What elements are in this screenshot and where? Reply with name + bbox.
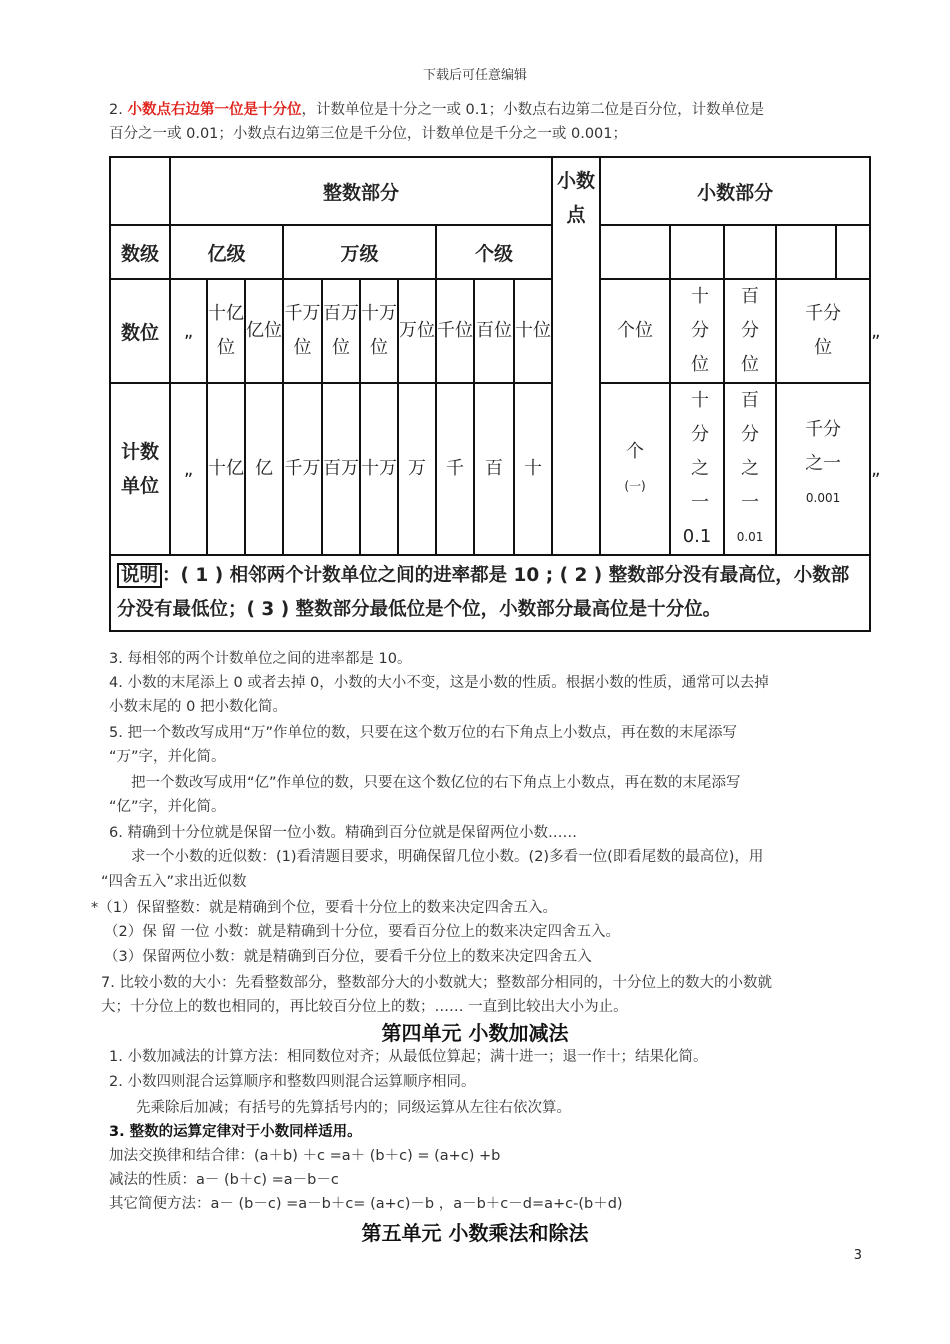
unit-4-line-6: 减法的性质：a－ (b＋c) =a－b－c	[109, 1172, 339, 1188]
table-row: 计数单位 „ 十亿 亿 千万 百万 十万 万 千 百 十 个 (一) 十分之一 0.1 百分之一 0.01 千分之一 0.001 „	[110, 383, 870, 555]
unit-cell: 千	[436, 383, 474, 555]
item-6-rule-2: （2）保 留 一位 小数：就是精确到十分位，要看百分位上的数来决定四舍五入。	[104, 924, 621, 940]
item-7-line-1: 7. 比较小数的大小：先看整数部分，整数部分大的小数就大；整数部分相同的，十分位上的数大的小数就	[101, 975, 772, 991]
digit-cell: 千万位	[283, 279, 322, 383]
integer-part-header: 整数部分	[170, 157, 552, 225]
digit-cell: 万位	[398, 279, 436, 383]
empty-cell	[776, 225, 836, 279]
note-text: ：( 1 ) 相邻两个计数单位之间的进率都是 10 ; ( 2 ) 整数部分没有最高位，小数部分没有最低位；( 3 ) 整数部分最低位是个位，小数部分最高位是十分位。	[117, 565, 850, 620]
note-label: 说明	[117, 563, 162, 588]
item-5-line-1: 5. 把一个数改写成用“万”作单位的数，只要在这个数万位的右下角点上小数点，再在数的末尾添写	[109, 725, 737, 741]
ellipsis-cell: „	[170, 383, 207, 555]
item-7-line-2: 大；十分位上的数也相同的，再比较百分位上的数；…… 一直到比较出大小为止。	[101, 999, 628, 1015]
item-5-line-4: “亿”字，并化简。	[109, 799, 226, 815]
dec-digit-cell: 千分位	[776, 279, 870, 383]
item-2-highlight: 小数点右边第一位是十分位	[127, 102, 302, 118]
unit-cell: 千万	[283, 383, 322, 555]
digit-cell: 百位	[474, 279, 514, 383]
unit-label: 计数单位	[110, 383, 170, 555]
item-6-rule-3: （3）保留两位小数：就是精确到百分位，要看千分位上的数来决定四舍五入	[104, 949, 592, 965]
corner-cell	[110, 157, 170, 225]
unit-cell: 十亿	[207, 383, 245, 555]
digit-cell: 个位	[600, 279, 670, 383]
unit-4-line-5: 加法交换律和结合律：(a＋b) ＋c =a＋ (b＋c) = (a+c) +b	[109, 1148, 501, 1164]
unit-one-cell	[600, 383, 670, 555]
unit-4-line-2: 2. 小数四则混合运算顺序和整数四则混合运算顺序相同。	[109, 1074, 476, 1090]
unit-cell: 十	[514, 383, 552, 555]
dec-unit-text: 百分之一	[741, 390, 760, 513]
page-number: 3	[853, 1248, 862, 1263]
place-value-table	[109, 156, 881, 632]
item-2-line-2: 百分之一或 0.01；小数点右边第三位是千分位，计数单位是千分之一或 0.001；	[109, 126, 628, 142]
unit-4-line-7: 其它简便方法：a－ (b－c) =a－b＋c= (a+c)－b ，a－b＋c－d=a+c-(b＋d)	[109, 1196, 623, 1212]
dec-unit-value: 0.001	[805, 491, 841, 505]
unit-one-note: (一)	[624, 479, 646, 493]
item-2-text: ，计数单位是十分之一或 0.1；小数点右边第二位是百分位，计数单位是	[301, 102, 765, 118]
unit-cell: 百	[474, 383, 514, 555]
dec-unit-cell	[776, 383, 870, 555]
unit-cell: 百万	[322, 383, 360, 555]
item-6-line-1: 6. 精确到十分位就是保留一位小数。精确到百分位就是保留两位小数……	[109, 825, 577, 841]
unit-cell: 亿	[245, 383, 283, 555]
decimal-part-header: 小数部分	[600, 157, 870, 225]
unit-4-line-3: 先乘除后加减；有括号的先算括号内的；同级运算从左往右依次算。	[136, 1100, 571, 1116]
dec-unit-cell	[724, 383, 776, 555]
dec-digit-cell: 十分位	[670, 279, 724, 383]
item-3: 3. 每相邻的两个计数单位之间的进率都是 10。	[109, 651, 412, 667]
item-2-number: 2.	[109, 102, 123, 118]
item-5-line-3: 把一个数改写成用“亿”作单位的数，只要在这个数亿位的右下角点上小数点，再在数的末尾添写	[131, 775, 741, 791]
table-row	[110, 225, 870, 279]
digit-cell: 千位	[436, 279, 474, 383]
item-2-line-1	[109, 100, 764, 121]
table-note	[110, 555, 870, 631]
level-wan: 万级	[283, 225, 436, 279]
item-6-line-2: 求一个小数的近似数：(1)看清题目要求，明确保留几位小数。(2)多看一位(即看尾数的最高位)，用	[131, 849, 764, 865]
dec-unit-value: 0.01	[736, 530, 764, 544]
empty-cell	[600, 225, 670, 279]
unit-5-title: 第五单元 小数乘法和除法	[361, 1221, 589, 1245]
digit-cell: 十位	[514, 279, 552, 383]
level-ge: 个级	[436, 225, 552, 279]
dec-unit-text: 千分之一	[805, 419, 842, 474]
level-label: 数级	[110, 225, 170, 279]
digit-cell: 十万位	[360, 279, 398, 383]
empty-cell	[724, 225, 776, 279]
decimal-point-header: 小数点	[552, 157, 600, 555]
item-6-rule-1: *（1）保留整数：就是精确到个位，要看十分位上的数来决定四舍五入。	[91, 900, 557, 916]
page-header: 下载后可任意编辑	[422, 68, 527, 83]
item-6-line-3: “四舍五入”求出近似数	[101, 874, 247, 890]
ellipsis-cell: „	[170, 279, 207, 383]
unit-4-line-1: 1. 小数加减法的计算方法：相同数位对齐；从最低位算起；满十进一；退一作十；结果化简。	[109, 1049, 708, 1065]
dec-unit-text: 十分之一	[691, 390, 710, 513]
dec-digit-cell: 百分位	[724, 279, 776, 383]
dec-unit-value: 0.1	[682, 526, 712, 547]
unit-4-title: 第四单元 小数加减法	[381, 1021, 569, 1045]
digit-cell: 百万位	[322, 279, 360, 383]
level-yi: 亿级	[170, 225, 283, 279]
empty-cell	[670, 225, 724, 279]
item-5-line-2: “万”字，并化简。	[109, 749, 226, 765]
item-4-line-2: 小数末尾的 0 把小数化简。	[109, 699, 287, 715]
dec-unit-cell	[670, 383, 724, 555]
table-row: 数位 „ 十亿位 亿位 千万位 百万位 十万位 万位 千位 百位 十位 个位 十分位 百分位 千分位 „	[110, 279, 870, 383]
table-row	[110, 555, 870, 631]
table-row	[110, 157, 870, 225]
digit-cell: 十亿位	[207, 279, 245, 383]
unit-cell: 十万	[360, 383, 398, 555]
unit-one-text: 个	[626, 441, 645, 462]
unit-cell: 万	[398, 383, 436, 555]
digit-label: 数位	[110, 279, 170, 383]
empty-cell	[836, 225, 870, 279]
item-4-line-1: 4. 小数的末尾添上 0 或者去掉 0，小数的大小不变，这是小数的性质。根据小数的性质，通常可以去掉	[109, 675, 769, 691]
digit-cell: 亿位	[245, 279, 283, 383]
unit-4-line-4: 3. 整数的运算定律对于小数同样适用。	[109, 1124, 362, 1140]
